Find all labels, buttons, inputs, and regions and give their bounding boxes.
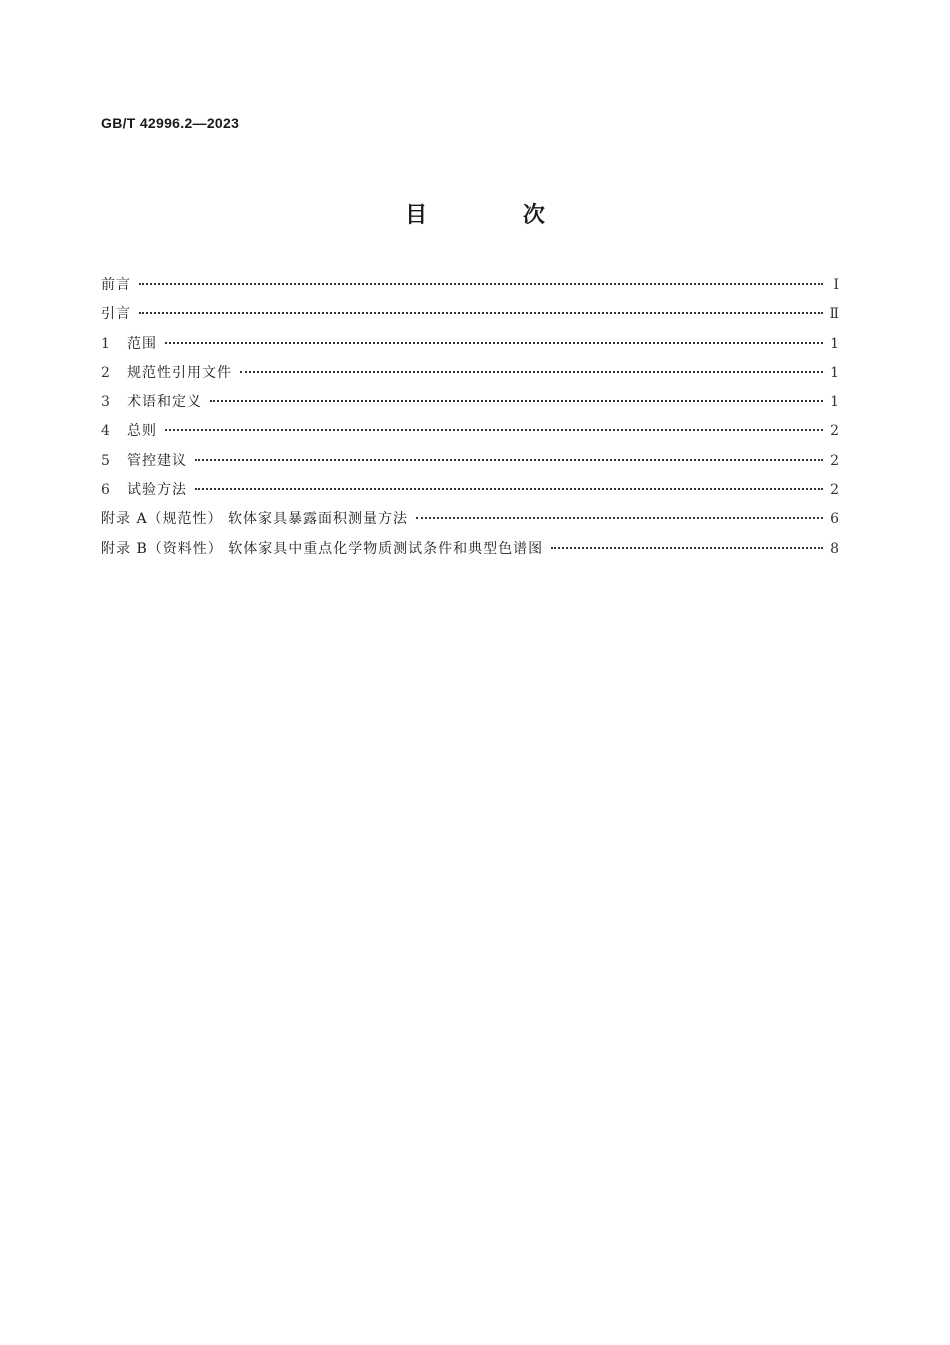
toc-entry-label: 规范性引用文件 bbox=[127, 364, 232, 381]
toc-entry-page: Ⅰ bbox=[833, 277, 839, 293]
toc-entry-annex-b[interactable] bbox=[101, 539, 839, 568]
toc-entry-page: 6 bbox=[830, 511, 839, 528]
toc-entry-page: 2 bbox=[830, 482, 839, 499]
table-of-contents bbox=[101, 275, 839, 568]
toc-entry-number: 5 bbox=[101, 452, 110, 469]
toc-entry-annex-a[interactable] bbox=[101, 509, 839, 538]
dot-leader bbox=[210, 400, 823, 402]
dot-leader bbox=[416, 517, 823, 519]
toc-entry-label: 附录 A（规范性） 软体家具暴露面积测量方法 bbox=[101, 511, 409, 528]
toc-entry-label: 附录 B（资料性） 软体家具中重点化学物质测试条件和典型色谱图 bbox=[101, 540, 544, 557]
dot-leader bbox=[139, 312, 823, 314]
toc-entry-label: 术语和定义 bbox=[127, 394, 202, 411]
toc-entry-normative-references[interactable] bbox=[101, 363, 839, 392]
toc-entry-page: 1 bbox=[830, 335, 839, 352]
toc-entry-label: 总则 bbox=[127, 423, 157, 440]
toc-entry-page: 1 bbox=[830, 364, 839, 381]
dot-leader bbox=[165, 429, 823, 431]
toc-entry-page: 2 bbox=[830, 423, 839, 440]
toc-entry-control-recommendations[interactable] bbox=[101, 451, 839, 480]
toc-entry-terms-definitions[interactable] bbox=[101, 392, 839, 421]
dot-leader bbox=[139, 283, 823, 285]
dot-leader bbox=[195, 488, 823, 490]
standard-code: GB/T 42996.2—2023 bbox=[101, 115, 240, 131]
toc-entry-number: 3 bbox=[101, 394, 110, 411]
toc-entry-number: 2 bbox=[101, 364, 110, 381]
toc-entry-general[interactable] bbox=[101, 421, 839, 450]
toc-entry-foreword[interactable] bbox=[101, 275, 839, 304]
toc-entry-test-methods[interactable] bbox=[101, 480, 839, 509]
toc-entry-number: 6 bbox=[101, 482, 110, 499]
toc-entry-scope[interactable] bbox=[101, 334, 839, 363]
toc-title: 目 次 bbox=[405, 203, 589, 228]
toc-entry-label: 引言 bbox=[101, 306, 131, 323]
toc-entry-label: 前言 bbox=[101, 277, 131, 293]
toc-entry-page: Ⅱ bbox=[829, 306, 839, 323]
toc-entry-number: 4 bbox=[101, 423, 110, 440]
toc-entry-page: 1 bbox=[830, 394, 839, 411]
toc-entry-page: 8 bbox=[830, 540, 839, 557]
toc-entry-label: 管控建议 bbox=[127, 452, 187, 469]
toc-entry-number: 1 bbox=[101, 335, 110, 352]
toc-entry-label: 试验方法 bbox=[127, 482, 187, 499]
dot-leader bbox=[195, 459, 823, 461]
toc-entry-label: 范围 bbox=[127, 335, 157, 352]
toc-entry-page: 2 bbox=[830, 452, 839, 469]
toc-entry-introduction[interactable] bbox=[101, 304, 839, 333]
dot-leader bbox=[240, 371, 823, 373]
dot-leader bbox=[165, 342, 823, 344]
dot-leader bbox=[551, 547, 823, 549]
